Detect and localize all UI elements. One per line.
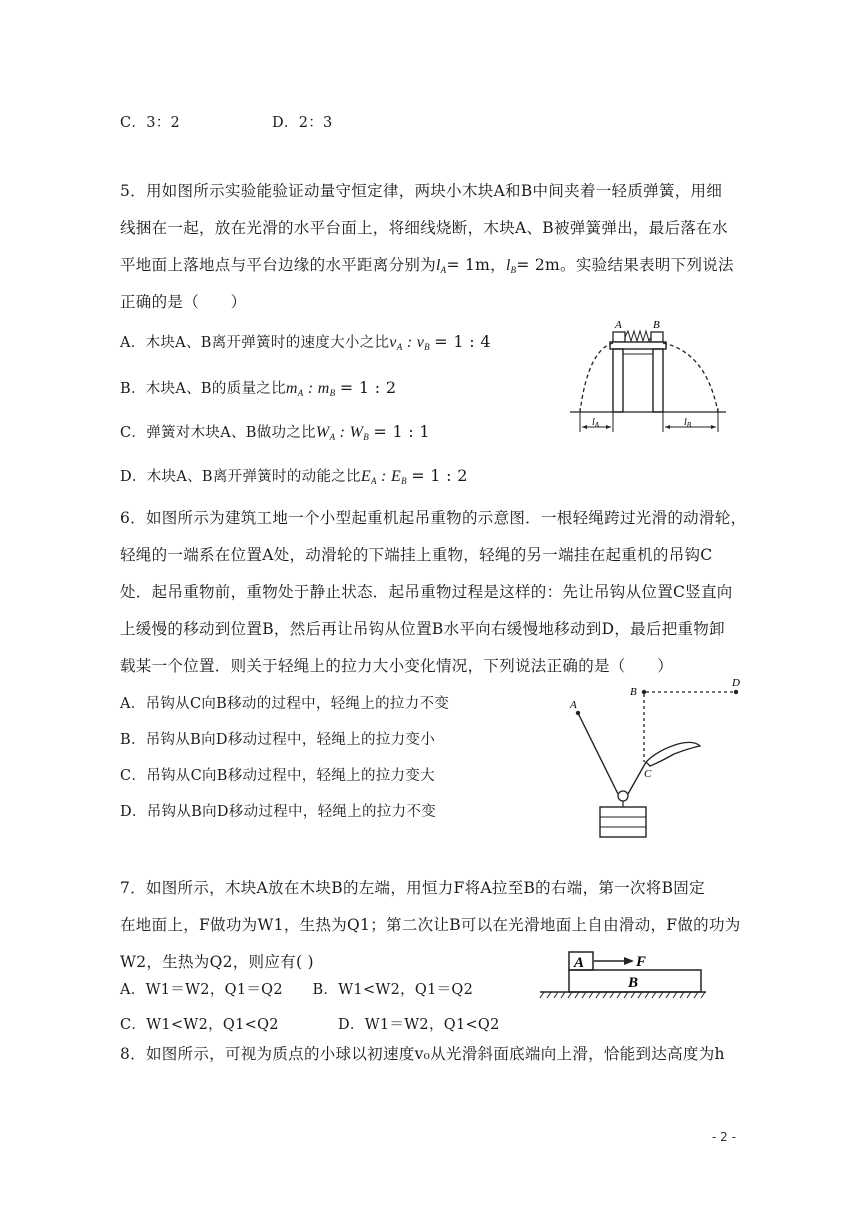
q5-option-b-ratio: = 1 : 2: [339, 378, 397, 397]
q5-fig-la-label: $l_A$: [592, 417, 600, 429]
q7-options-cd: C．W1<W2，Q1<Q2 D．W1＝W2，Q1<Q2: [120, 1017, 500, 1033]
q5-option-d-ratio: = 1 : 2: [411, 466, 468, 485]
q6-option-a: A．吊钩从C向B移动的过程中，轻绳上的拉力不变: [120, 696, 450, 712]
ma-mb-symbol: $m_A$ : $m_B$: [285, 380, 336, 398]
q5-fig-label-b: B: [653, 319, 660, 331]
q5-stem-line3-text: 平地面上落地点与平台边缘的水平距离分别为: [120, 256, 437, 274]
q7-stem-line2: 在地面上，F做功为W1，生热为Q1；第二次让B可以在光滑地面上自由滑动，F做的功为: [120, 916, 741, 934]
q6-fig-label-b: B: [630, 686, 637, 698]
la-value: = 1m: [446, 256, 491, 274]
q6-figure-crane: [566, 670, 756, 842]
q5-option-d: [120, 466, 468, 491]
q5-stem-line2: 线捆在一起，放在光滑的水平台面上，将细线烧断，木块A、B被弹簧弹出，最后落在水: [120, 219, 728, 237]
q5-stem-line1: 5．用如图所示实验能验证动量守恒定律，两块小木块A和B中间夹着一轻质弹簧，用细: [120, 182, 723, 200]
q7-stem-line3: W2，生热为Q2，则应有( ): [120, 953, 314, 971]
q6-option-b: B．吊钩从B向D移动过程中，轻绳上的拉力变小: [120, 732, 436, 748]
q7-fig-label-b: B: [628, 975, 639, 991]
q5-stem-line3-end: 。实验结果表明下列说法: [560, 256, 734, 274]
wa-wb-symbol: $W_A$ : $W_B$: [315, 424, 370, 442]
va-vb-symbol: $v_A$ : $v_B$: [389, 334, 430, 352]
q5-option-c: [120, 422, 430, 447]
q5-option-b: [120, 378, 396, 403]
q6-stem-line1: 6．如图所示为建筑工地一个小型起重机起吊重物的示意图．一根轻绳跨过光滑的动滑轮，: [120, 509, 747, 527]
q5-option-c-text: C．弹簧对木块A、B做功之比: [120, 425, 316, 441]
q5-fig-lb-label: $l_B$: [684, 417, 692, 429]
q4-option-d: D．2：3: [272, 115, 333, 131]
q7-options-ab: A．W1＝W2，Q1＝Q2 B．W1<W2，Q1＝Q2: [120, 982, 474, 998]
page-number: - 2 -: [712, 1130, 736, 1144]
q6-stem-line5: 载某一个位置．则关于轻绳上的拉力大小变化情况，下列说法正确的是（ ）: [120, 657, 674, 675]
q6-fig-label-c: C: [644, 768, 652, 780]
q4-option-c: C．3：2: [120, 115, 181, 131]
q5-stem-line3: [120, 255, 734, 280]
q6-stem-line4: 上缓慢的移动到位置B，然后再让吊钩从位置B水平向右缓慢地移动到D，最后把重物卸: [120, 620, 725, 638]
q5-option-a-ratio: = 1 : 4: [434, 332, 491, 351]
q5-option-a: [120, 332, 491, 357]
q5-figure-platform: [566, 310, 734, 434]
q5-option-b-text: B．木块A、B的质量之比: [120, 381, 286, 397]
la-symbol: $l_A$: [436, 257, 447, 275]
comma: ，: [490, 256, 506, 274]
q5-stem-line4: 正确的是（ ）: [120, 293, 247, 311]
lb-value: = 2m: [516, 256, 561, 274]
q6-stem-line3: 处．起吊重物前，重物处于静止状态．起吊重物过程是这样的：先让吊钩从位置C竖直向: [120, 583, 733, 601]
ea-eb-symbol: $E_A$ : $E_B$: [360, 468, 407, 486]
q6-option-d: D．吊钩从B向D移动过程中，轻绳上的拉力不变: [120, 804, 437, 820]
q6-fig-label-a: A: [570, 699, 577, 711]
q6-fig-label-d: D: [732, 677, 740, 689]
q6-option-c: C．吊钩从C向B移动过程中，轻绳上的拉力变大: [120, 768, 435, 784]
q5-fig-label-a: A: [615, 319, 622, 331]
q8-stem-line1: 8．如图所示，可视为质点的小球以初速度v₀从光滑斜面底端向上滑，恰能到达高度为h: [120, 1045, 725, 1063]
q7-stem-line1: 7．如图所示，木块A放在木块B的左端，用恒力F将A拉至B的右端，第一次将B固定: [120, 879, 705, 897]
q7-figure-blocks: [538, 946, 708, 1002]
q7-fig-label-f: F: [636, 954, 647, 970]
q5-option-d-text: D．木块A、B离开弹簧时的动能之比: [120, 469, 361, 485]
q6-stem-line2: 轻绳的一端系在位置A处，动滑轮的下端挂上重物，轻绳的另一端挂在起重机的吊钩C: [120, 546, 713, 564]
q5-option-c-ratio: = 1 : 1: [373, 422, 430, 441]
q7-fig-label-a: A: [574, 955, 585, 971]
lb-symbol: $l_B$: [505, 257, 517, 275]
q5-option-a-text: A．木块A、B离开弹簧时的速度大小之比: [120, 335, 390, 351]
